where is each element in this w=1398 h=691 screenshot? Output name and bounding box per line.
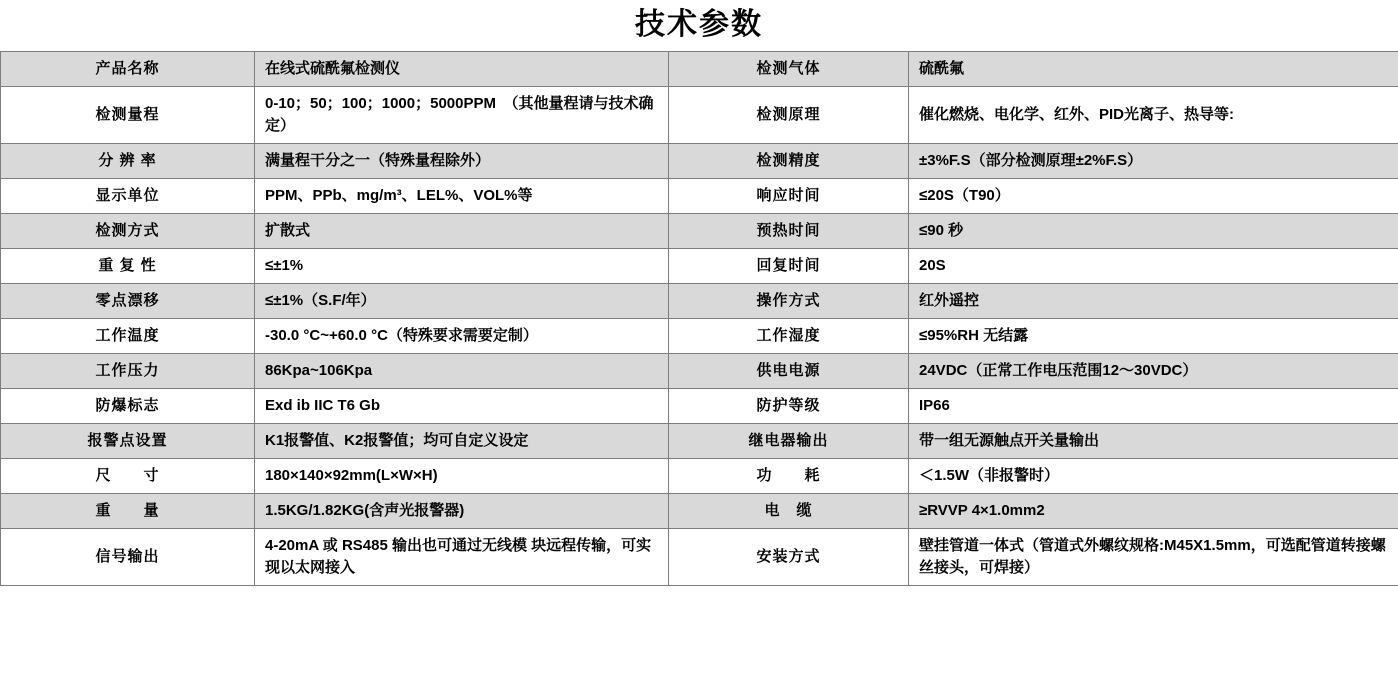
row-label-left: 零点漂移 <box>1 284 255 319</box>
table-row <box>1 319 1398 354</box>
row-label-right: 检测原理 <box>669 87 909 144</box>
row-value-left: Exd ib IIC T6 Gb <box>255 389 669 424</box>
row-value-left: K1报警值、K2报警值；均可自定义设定 <box>255 424 669 459</box>
table-row <box>1 494 1398 529</box>
table-row <box>1 459 1398 494</box>
row-value-left: ≤±1% <box>255 249 669 284</box>
table-row <box>1 214 1398 249</box>
row-label-left: 重 量 <box>1 494 255 529</box>
row-value-right: ±3%F.S（部分检测原理±2%F.S） <box>909 144 1398 179</box>
row-label-right: 预热时间 <box>669 214 909 249</box>
table-row <box>1 87 1398 144</box>
row-label-left: 检测量程 <box>1 87 255 144</box>
technical-parameters-table <box>0 51 1398 586</box>
row-value-right: 催化燃烧、电化学、红外、PID光离子、热导等: <box>909 87 1398 144</box>
row-label-left: 防爆标志 <box>1 389 255 424</box>
row-label-right: 电 缆 <box>669 494 909 529</box>
row-value-right: 24VDC（正常工作电压范围12～30VDC） <box>909 354 1398 389</box>
table-row <box>1 389 1398 424</box>
row-label-left: 检测方式 <box>1 214 255 249</box>
row-value-right: 壁挂管道一体式（管道式外螺纹规格:M45X1.5mm，可选配管道转接螺丝接头，可焊接） <box>909 529 1398 586</box>
row-value-left: PPM、PPb、mg/m³、LEL%、VOL%等 <box>255 179 669 214</box>
row-value-left: 满量程干分之一（特殊量程除外） <box>255 144 669 179</box>
row-value-right: 20S <box>909 249 1398 284</box>
row-label-right: 检测气体 <box>669 52 909 87</box>
row-label-right: 操作方式 <box>669 284 909 319</box>
row-label-left: 分 辨 率 <box>1 144 255 179</box>
row-label-right: 检测精度 <box>669 144 909 179</box>
page-title: 技术参数 <box>635 8 763 41</box>
row-value-left: -30.0 °C~+60.0 °C（特殊要求需要定制） <box>255 319 669 354</box>
row-value-right: 红外遥控 <box>909 284 1398 319</box>
row-value-right: IP66 <box>909 389 1398 424</box>
row-label-left: 工作温度 <box>1 319 255 354</box>
table-row <box>1 529 1398 586</box>
table-row <box>1 249 1398 284</box>
row-value-right: ≥RVVP 4×1.0mm2 <box>909 494 1398 529</box>
row-label-left: 重 复 性 <box>1 249 255 284</box>
row-label-left: 信号输出 <box>1 529 255 586</box>
row-value-right: 硫酰氟 <box>909 52 1398 87</box>
table-row <box>1 144 1398 179</box>
row-value-left: 86Kpa~106Kpa <box>255 354 669 389</box>
row-value-left: 180×140×92mm(L×W×H) <box>255 459 669 494</box>
row-value-left: 0-10；50；100；1000；5000PPM （其他量程请与技术确定） <box>255 87 669 144</box>
row-value-left: 1.5KG/1.82KG(含声光报警器) <box>255 494 669 529</box>
row-value-right: ≤90 秒 <box>909 214 1398 249</box>
table-row <box>1 424 1398 459</box>
row-label-right: 继电器输出 <box>669 424 909 459</box>
row-value-left: 扩散式 <box>255 214 669 249</box>
row-label-right: 回复时间 <box>669 249 909 284</box>
row-label-left: 尺 寸 <box>1 459 255 494</box>
row-value-left: ≤±1%（S.F/年） <box>255 284 669 319</box>
row-value-right: ≤95%RH 无结露 <box>909 319 1398 354</box>
table-row <box>1 284 1398 319</box>
row-label-left: 报警点设置 <box>1 424 255 459</box>
row-value-left: 4-20mA 或 RS485 输出也可通过无线模 块远程传输，可实现以太网接入 <box>255 529 669 586</box>
row-value-right: ＜1.5W（非报警时） <box>909 459 1398 494</box>
row-value-left: 在线式硫酰氟检测仪 <box>255 52 669 87</box>
row-label-left: 显示单位 <box>1 179 255 214</box>
table-body <box>1 52 1398 586</box>
table-row <box>1 179 1398 214</box>
row-label-right: 工作湿度 <box>669 319 909 354</box>
table-row <box>1 52 1398 87</box>
row-label-left: 工作压力 <box>1 354 255 389</box>
row-label-left: 产品名称 <box>1 52 255 87</box>
table-row <box>1 354 1398 389</box>
row-label-right: 响应时间 <box>669 179 909 214</box>
row-label-right: 供电电源 <box>669 354 909 389</box>
row-label-right: 防护等级 <box>669 389 909 424</box>
row-value-right: ≤20S（T90） <box>909 179 1398 214</box>
row-label-right: 功 耗 <box>669 459 909 494</box>
row-label-right: 安装方式 <box>669 529 909 586</box>
row-value-right: 带一组无源触点开关量输出 <box>909 424 1398 459</box>
